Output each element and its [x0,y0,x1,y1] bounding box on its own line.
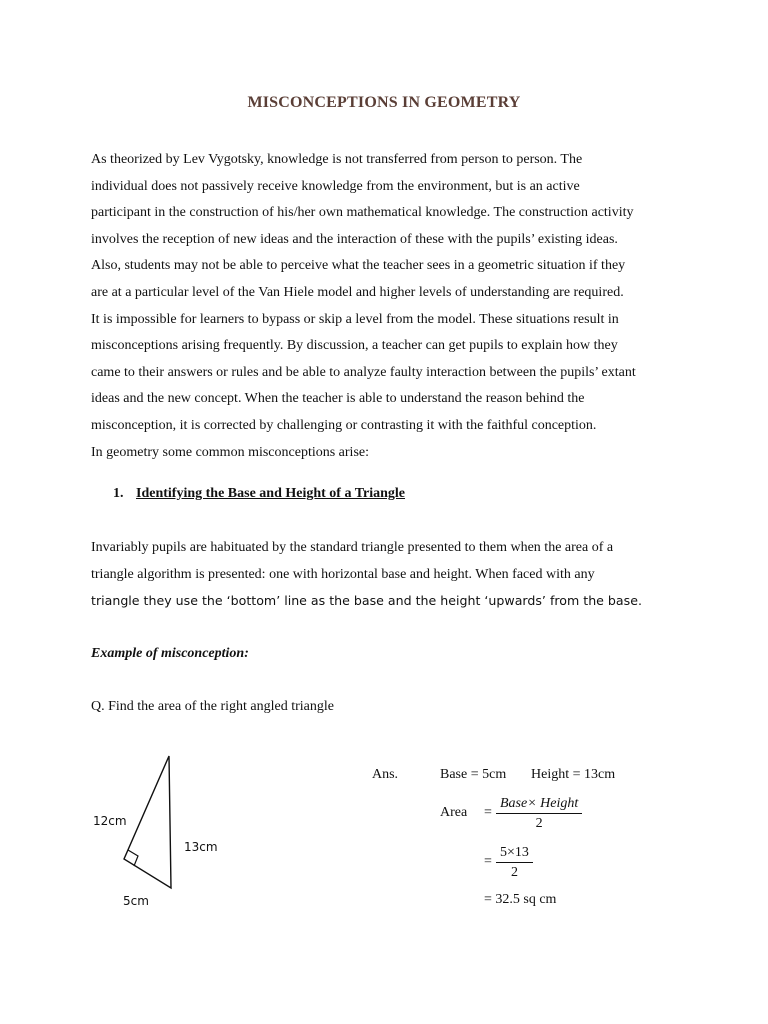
right-angle-marker [128,850,138,866]
intro-line: As theorized by Lev Vygotsky, knowledge is not transferred from person to person. The [91,152,583,167]
right-triangle-shape [124,756,171,888]
base-value: Base = 5cm [440,767,507,782]
fraction-numerator: Base× Height [496,795,582,814]
page-title: MISCONCEPTIONS IN GEOMETRY [247,94,521,111]
height-value: Height = 13cm [531,767,616,782]
intro-line: came to their answers or rules and be able to analyze faulty interaction between the pupils’ extant [91,364,636,380]
section-line: triangle they use the ‘bottom’ line as the base and the height ‘upwards’ from the base. [91,593,642,609]
intro-line: In geometry some common misconceptions arise: [91,444,369,460]
question-text: Q. Find the area of the right angled triangle [91,699,334,714]
intro-line: ideas and the new concept. When the teacher is able to understand the reason behind the [91,391,585,407]
area-label: Area [440,805,468,820]
intro-line: It is impossible for learners to bypass or skip a level from the model. These situations result in [91,311,619,327]
side-label-13cm: 13cm [184,840,218,854]
intro-line: Also, students may not be able to perceive what the teacher sees in a geometric situation if they [91,258,626,274]
section-heading [113,486,405,502]
fraction-denominator: 2 [510,865,518,880]
equals-sign: = [484,854,492,869]
intro-line: are at a particular level of the Van Hiele model and higher levels of understanding are required. [91,284,624,300]
area-result: = 32.5 sq cm [484,892,557,907]
substituted-fraction [496,844,533,883]
area-formula-fraction [496,795,582,834]
intro-line: individual does not passively receive knowledge from the environment, but is an active [91,178,580,194]
intro-line: misconception, it is corrected by challenging or contrasting it with the faithful conception. [91,417,597,433]
section-line: Invariably pupils are habituated by the standard triangle presented to them when the area of a [91,540,614,555]
section-heading-text: Identifying the Base and Height of a Triangle [136,486,406,501]
example-label: Example of misconception: [91,646,249,661]
equals-sign: = [484,805,492,820]
fraction-numerator: 5×13 [496,844,533,863]
side-label-5cm: 5cm [123,894,149,908]
intro-line: misconceptions arising frequently. By discussion, a teacher can get pupils to explain how they [91,338,618,354]
intro-paragraph [91,146,636,465]
section-number: 1. [113,486,124,501]
fraction-denominator: 2 [535,816,543,831]
side-label-12cm: 12cm [93,814,127,828]
ans-label: Ans. [372,767,399,782]
intro-line: involves the reception of new ideas and the interaction of these with the pupils’ existing ideas. [91,231,618,247]
intro-line: participant in the construction of his/her own mathematical knowledge. The construction activity [91,205,634,221]
section-line: triangle algorithm is presented: one with horizontal base and height. When faced with any [91,566,595,582]
section-paragraph [91,534,642,614]
